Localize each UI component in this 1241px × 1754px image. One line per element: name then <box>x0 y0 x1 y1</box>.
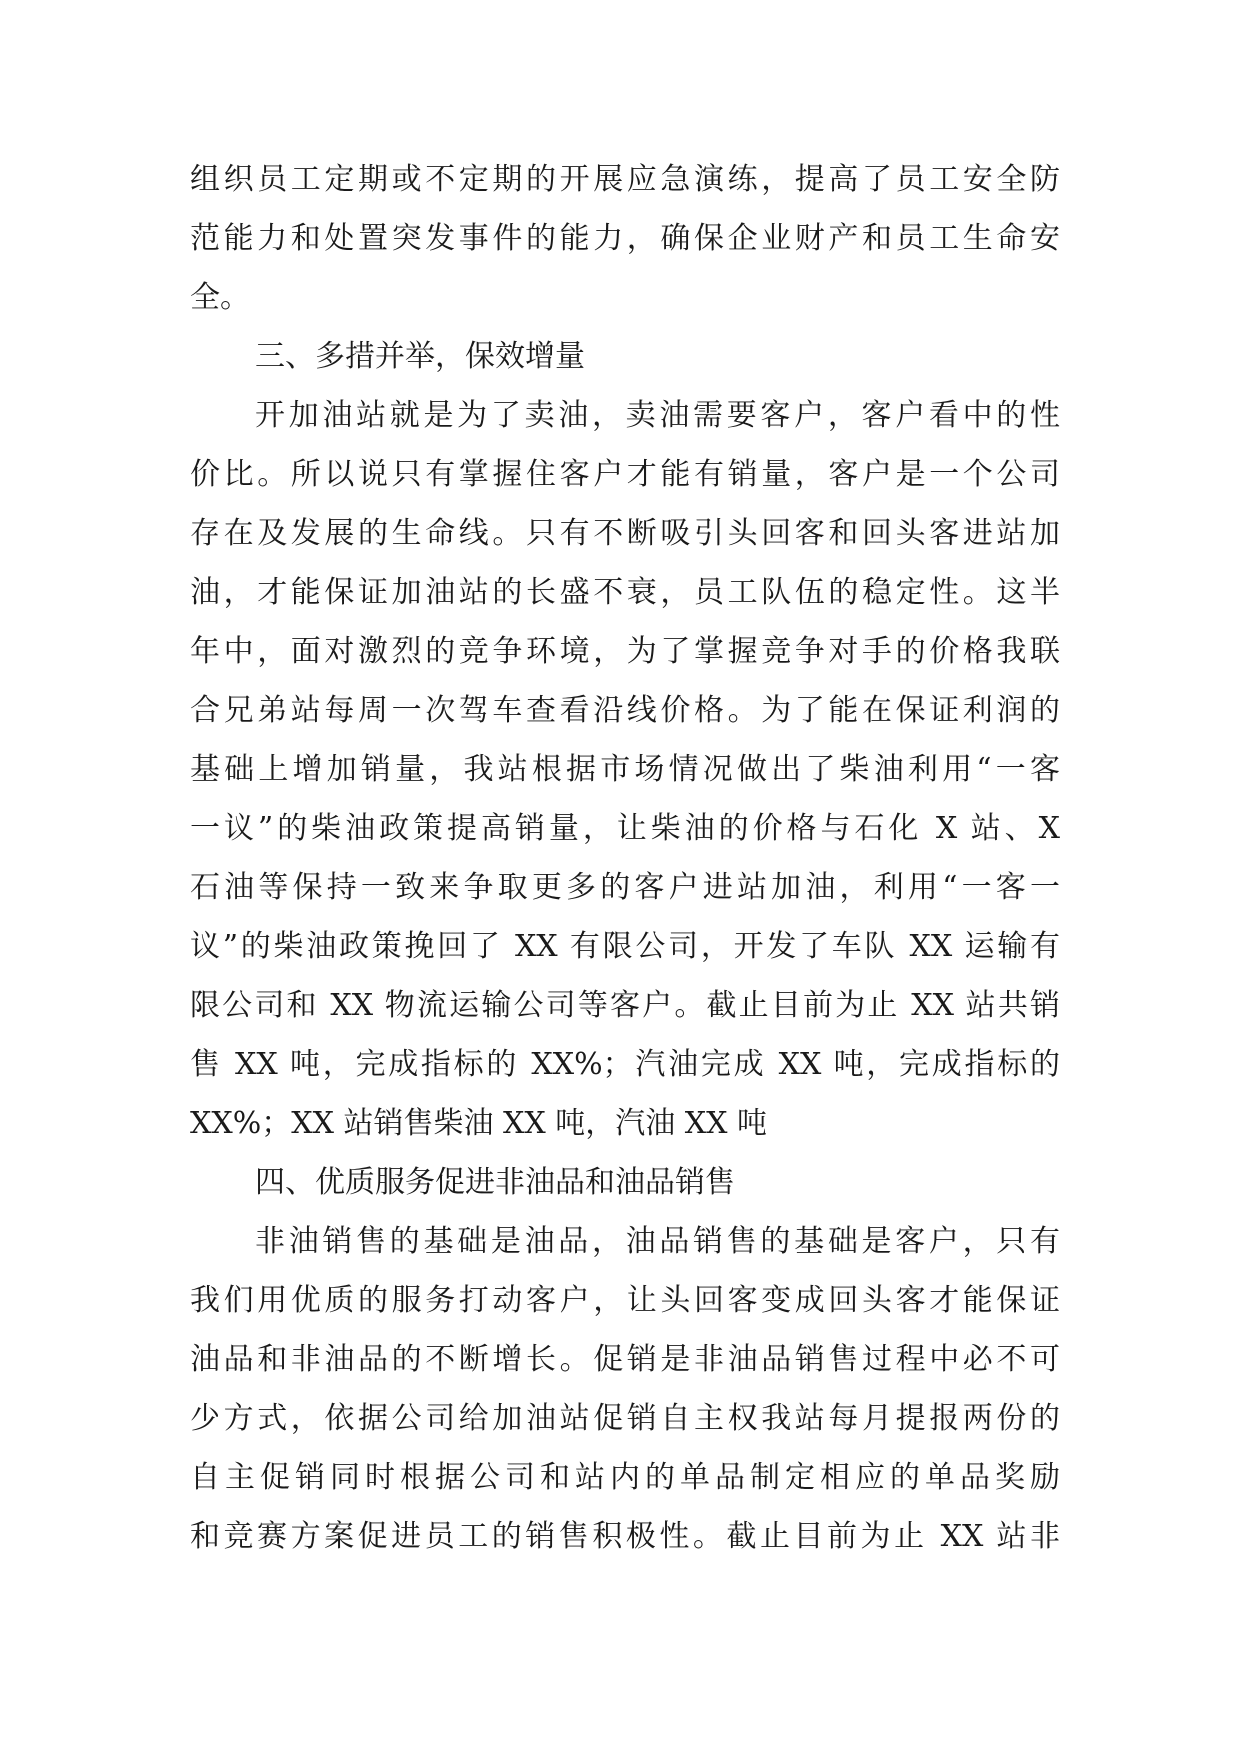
text-line: 非油销售的基础是油品，油品销售的基础是客户，只有 <box>255 1224 1060 1259</box>
text-line: 石油等保持一致来争取更多的客户进站加油，利用“一客一 <box>190 870 1060 905</box>
text-line: 一议”的柴油政策提高销量，让柴油的价格与石化 X 站、X <box>190 811 1060 846</box>
text-line: 限公司和 XX 物流运输公司等客户。截止目前为止 XX 站共销 <box>190 988 1060 1023</box>
text-line: 范能力和处置突发事件的能力，确保企业财产和员工生命安 <box>190 221 1060 256</box>
text-line: XX%；XX 站销售柴油 XX 吨，汽油 XX 吨 <box>190 1106 768 1141</box>
text-line: 基础上增加销量，我站根据市场情况做出了柴油利用“一客 <box>190 752 1060 787</box>
text-line: 自主促销同时根据公司和站内的单品制定相应的单品奖励 <box>190 1460 1060 1495</box>
text-line: 油品和非油品的不断增长。促销是非油品销售过程中必不可 <box>190 1342 1060 1377</box>
text-line: 售 XX 吨，完成指标的 XX%；汽油完成 XX 吨，完成指标的 <box>190 1047 1060 1082</box>
text-line: 我们用优质的服务打动客户，让头回客变成回头客才能保证 <box>190 1283 1060 1318</box>
text-line: 少方式，依据公司给加油站促销自主权我站每月提报两份的 <box>190 1401 1060 1436</box>
text-line: 全。 <box>190 280 250 315</box>
text-line: 和竞赛方案促进员工的销售积极性。截止目前为止 XX 站非 <box>190 1519 1060 1554</box>
text-line: 存在及发展的生命线。只有不断吸引头回客和回头客进站加 <box>190 516 1060 551</box>
text-line: 价比。所以说只有掌握住客户才能有销量，客户是一个公司 <box>190 457 1060 492</box>
text-line: 议”的柴油政策挽回了 XX 有限公司，开发了车队 XX 运输有 <box>190 929 1060 964</box>
section-heading-4: 四、优质服务促进非油品和油品销售 <box>255 1165 735 1200</box>
body-text <box>190 150 1060 1566</box>
text-line: 年中，面对激烈的竞争环境，为了掌握竞争对手的价格我联 <box>190 634 1060 669</box>
text-line: 开加油站就是为了卖油，卖油需要客户，客户看中的性 <box>255 398 1060 433</box>
text-line: 油，才能保证加油站的长盛不衰，员工队伍的稳定性。这半 <box>190 575 1060 610</box>
text-line: 合兄弟站每周一次驾车查看沿线价格。为了能在保证利润的 <box>190 693 1060 728</box>
section-heading-3: 三、多措并举，保效增量 <box>255 339 585 374</box>
text-line: 组织员工定期或不定期的开展应急演练，提高了员工安全防 <box>190 162 1060 197</box>
